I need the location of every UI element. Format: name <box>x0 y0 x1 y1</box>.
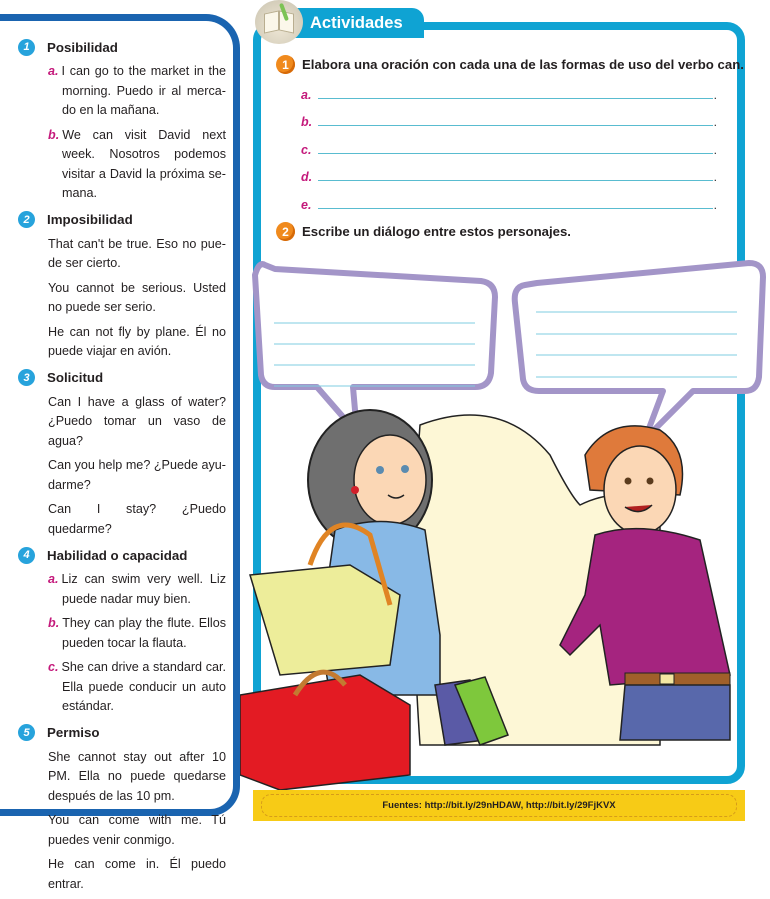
example-item: b. We can visit David next week. Nosotros podemos visitar a David la próxima se-mana. <box>48 127 226 200</box>
sources-text: Fuentes: http://bit.ly/29nHDAW, http://bit.ly/29FjKVX <box>382 800 616 811</box>
section-title: Habilidad o capacidad <box>47 547 188 563</box>
example-item: b. They can play the flute. Ellos pueden tocar la flauta. <box>48 616 226 650</box>
section-title: Imposibilidad <box>47 212 133 227</box>
woman-face <box>354 435 426 525</box>
number-badge-icon: 2 <box>18 211 35 228</box>
example-paragraph: Can I stay? ¿Puedo quedarme? <box>48 502 226 536</box>
section-imposibilidad <box>18 209 226 362</box>
man-face <box>604 446 676 534</box>
man-pants <box>620 685 730 740</box>
example-paragraph: You cannot be serious. Usted no puede ser serio. <box>48 280 226 314</box>
answer-line-c[interactable]: c. . <box>301 143 717 157</box>
answer-line-b[interactable]: b. . <box>301 115 717 129</box>
question-text: Escribe un diálogo entre estos personajes. <box>302 224 571 239</box>
example-item: a. Liz can swim very well. Liz puede nadar muy bien. <box>48 572 226 606</box>
section-habilidad <box>18 544 226 717</box>
example-paragraph: Can I have a glass of water? ¿Puedo tomar un vaso de agua? <box>48 394 226 448</box>
answer-line-a[interactable]: a. . <box>301 88 717 102</box>
section-posibilidad <box>18 36 226 204</box>
red-suitcase <box>240 675 410 790</box>
section-title: Posibilidad <box>47 39 118 55</box>
question-1 <box>276 55 744 74</box>
question-text: Elabora una oración con cada una de las formas de uso del verbo can. <box>302 57 744 72</box>
section-title: Permiso <box>47 725 100 740</box>
example-paragraph: He can not fly by plane. Él no puede viajar en avión. <box>48 324 226 358</box>
book-icon <box>255 0 303 44</box>
number-badge-icon: 4 <box>18 547 35 564</box>
activities-title: Actividades <box>310 13 403 32</box>
number-badge-icon: 5 <box>18 724 35 741</box>
yellow-bag <box>250 565 400 675</box>
example-paragraph: He can come in. Él puedo entrar. <box>48 857 226 891</box>
section-solicitud <box>18 367 226 540</box>
section-title: Solicitud <box>47 370 104 385</box>
section-permiso <box>18 722 226 895</box>
question-2 <box>276 222 571 241</box>
example-item: a. I can go to the market in the morning. Puedo ir al merca-do en la mañana. <box>48 64 226 117</box>
answer-line-e[interactable]: e. . <box>301 198 717 212</box>
illustration-characters <box>240 395 770 790</box>
sources-footer <box>253 790 745 821</box>
example-paragraph: That can't be true. Eso no pue-de ser cierto. <box>48 236 226 270</box>
example-paragraph: She cannot stay out after 10 PM. Ella no puede quedarse después de las 10 pm. <box>48 749 226 803</box>
answer-line-d[interactable]: d. . <box>301 170 717 184</box>
question-number-badge-icon: 2 <box>276 222 295 241</box>
question-number-badge-icon: 1 <box>276 55 295 74</box>
activities-header <box>290 8 424 38</box>
number-badge-icon: 1 <box>18 39 35 56</box>
number-badge-icon: 3 <box>18 369 35 386</box>
example-paragraph: You can come with me. Tú puedes venir conmigo. <box>48 813 226 847</box>
grammar-reference-content <box>18 36 226 899</box>
example-item: c. She can drive a standard car. Ella puede conducir un auto estándar. <box>48 660 226 713</box>
example-paragraph: Can you help me? ¿Puede ayu-darme? <box>48 458 226 492</box>
